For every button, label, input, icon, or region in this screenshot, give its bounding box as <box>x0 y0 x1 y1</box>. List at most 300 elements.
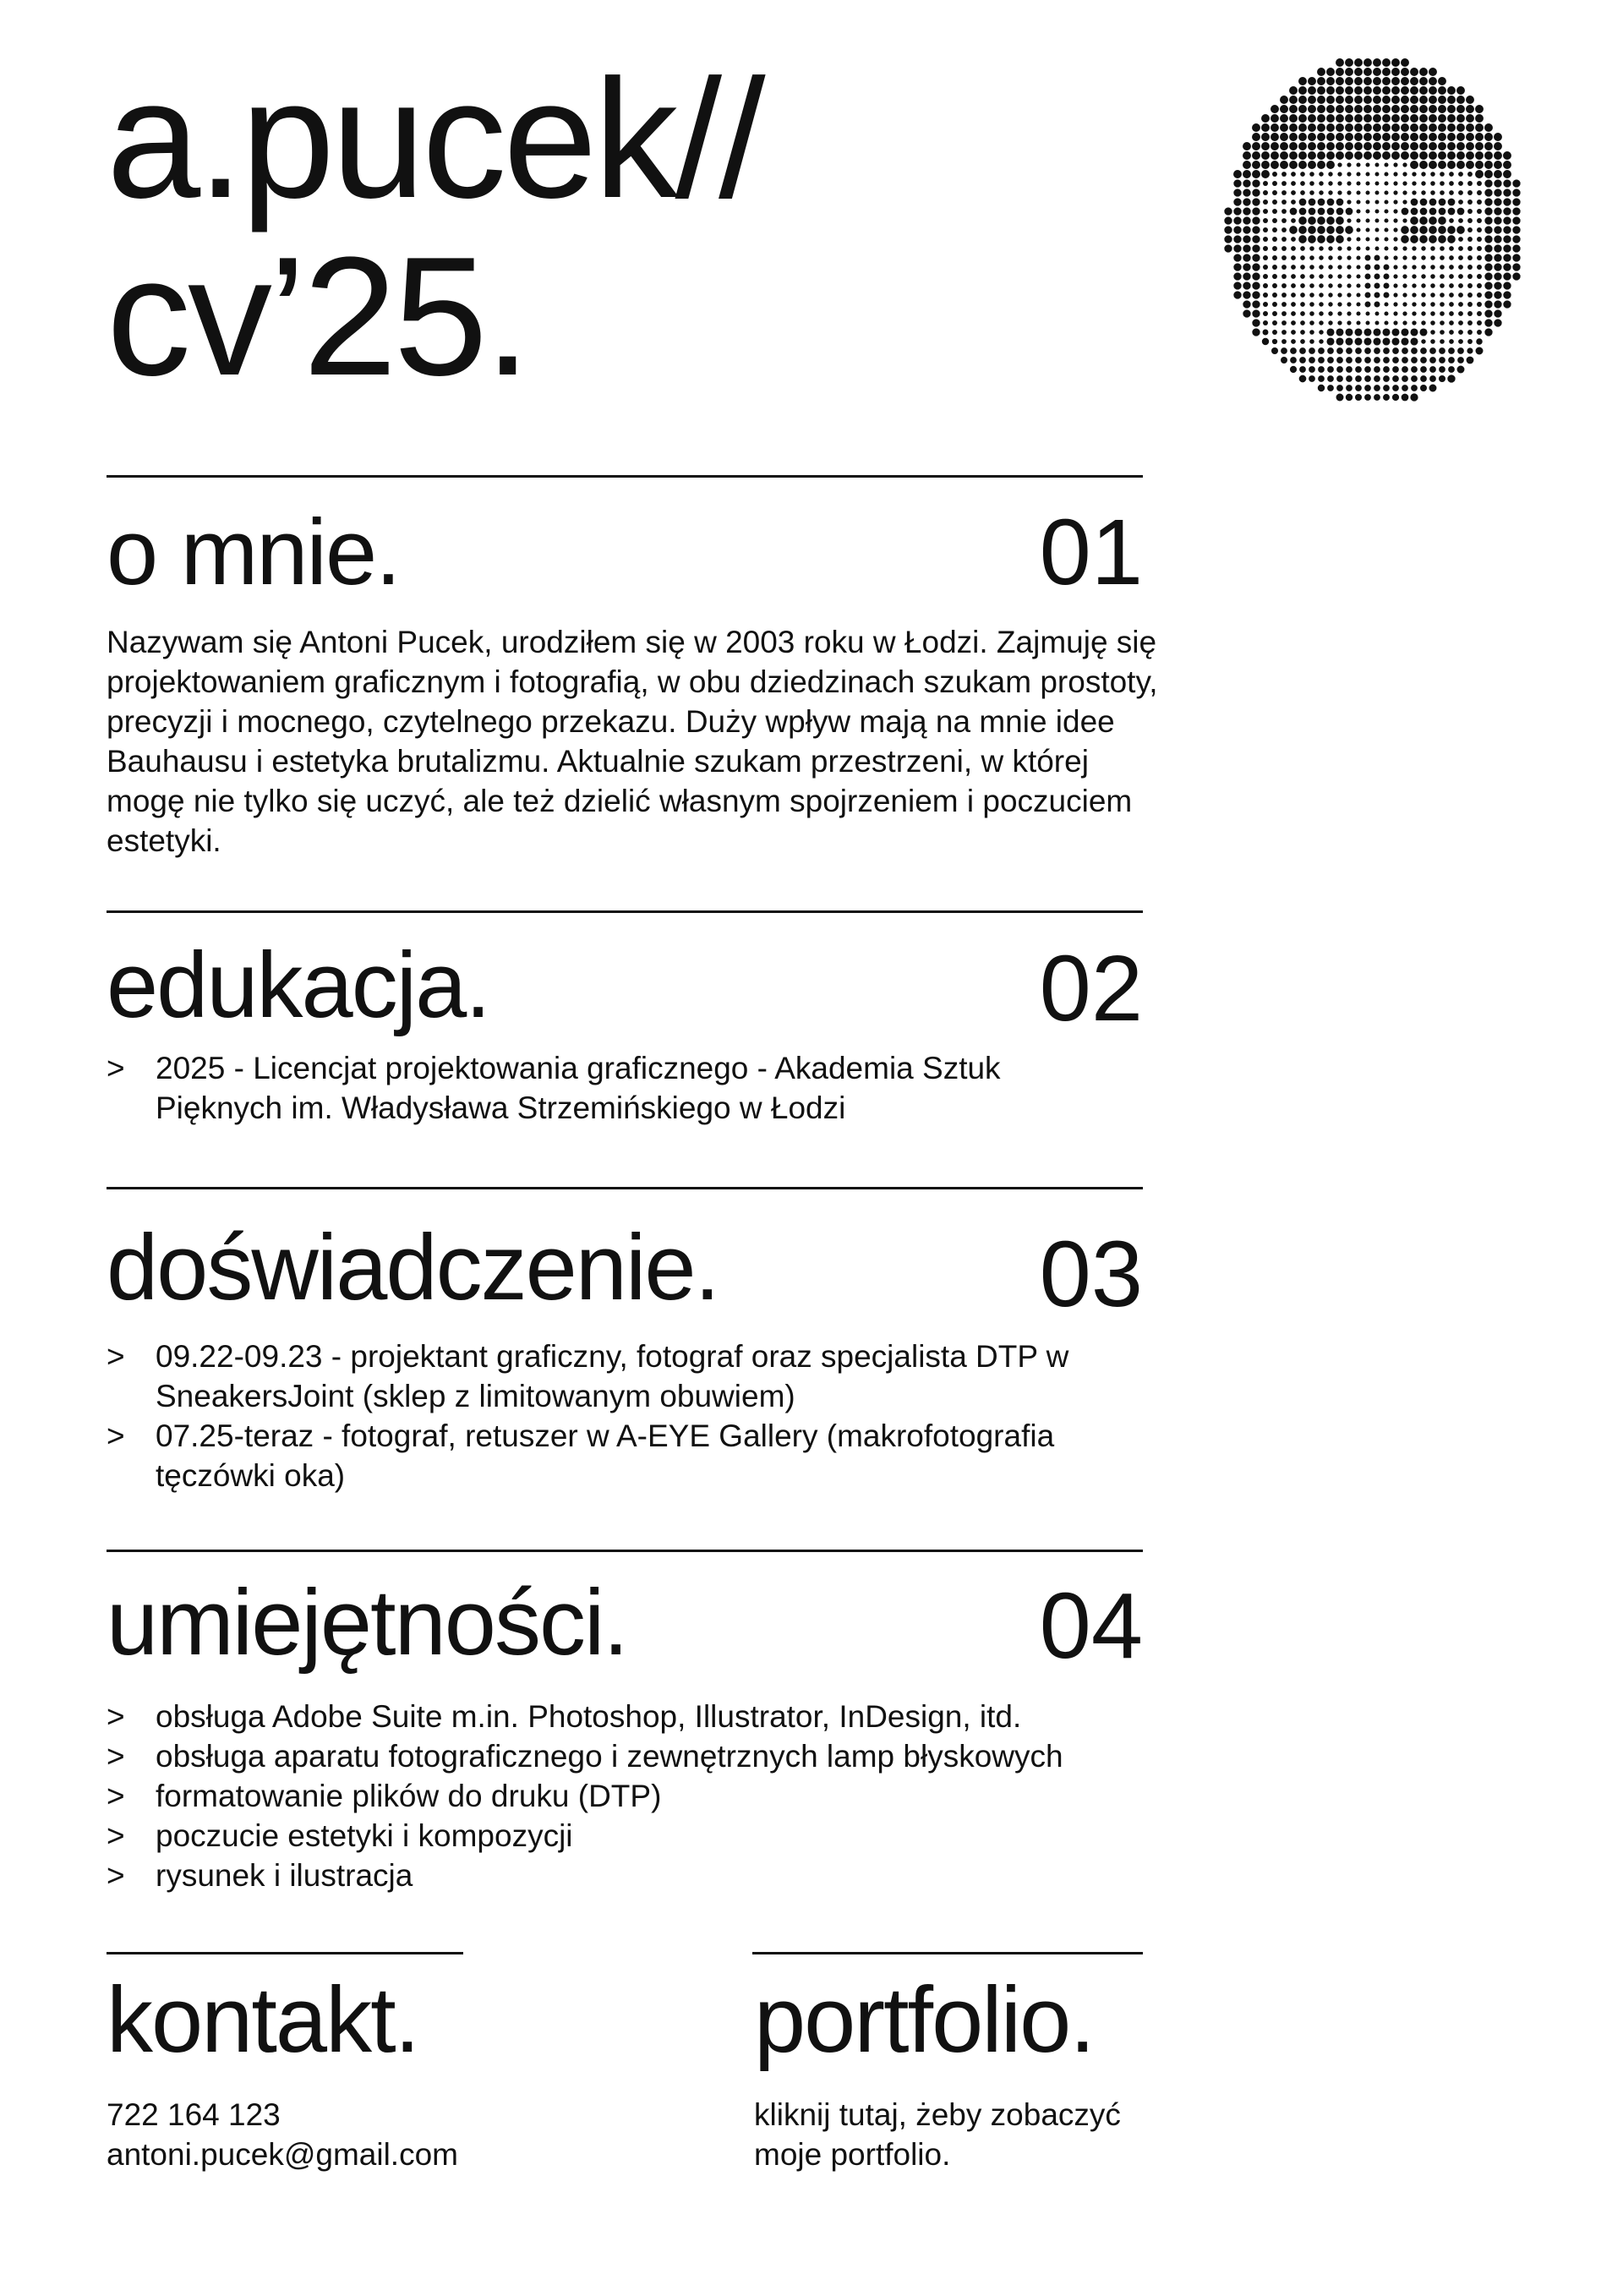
halftone-dot <box>1503 207 1511 215</box>
halftone-dot <box>1512 226 1520 233</box>
halftone-dot <box>1477 237 1482 242</box>
halftone-dot <box>1346 366 1352 373</box>
halftone-dot <box>1484 328 1492 336</box>
halftone-dot <box>1309 208 1316 216</box>
halftone-dot <box>1337 172 1342 176</box>
halftone-dot <box>1412 283 1416 287</box>
halftone-dot <box>1317 216 1325 225</box>
halftone-dot <box>1281 302 1287 307</box>
halftone-dot <box>1410 328 1418 336</box>
halftone-dot <box>1503 189 1511 196</box>
halftone-dot <box>1484 142 1493 150</box>
halftone-dot <box>1429 347 1436 354</box>
halftone-dot <box>1356 274 1360 278</box>
halftone-dot <box>1375 210 1380 214</box>
halftone-dot <box>1494 198 1501 205</box>
halftone-dot <box>1309 347 1315 354</box>
halftone-dot <box>1336 375 1343 382</box>
halftone-dot <box>1252 300 1260 308</box>
halftone-dot <box>1317 133 1325 141</box>
halftone-dot <box>1346 394 1352 401</box>
halftone-dot <box>1319 302 1323 306</box>
halftone-dot <box>1438 105 1446 113</box>
halftone-dot <box>1263 330 1269 336</box>
halftone-dot <box>1363 337 1371 345</box>
halftone-dot <box>1374 254 1380 260</box>
halftone-dot <box>1263 311 1268 316</box>
halftone-dot <box>1243 170 1251 178</box>
halftone-dot <box>1328 274 1332 278</box>
halftone-dot <box>1308 235 1316 243</box>
halftone-dot <box>1393 162 1397 167</box>
halftone-dot <box>1420 347 1427 354</box>
halftone-dot <box>1392 357 1399 364</box>
halftone-dot <box>1309 283 1314 288</box>
halftone-dot <box>1346 385 1352 391</box>
halftone-dot <box>1326 114 1335 123</box>
halftone-dot <box>1337 190 1342 194</box>
halftone-dot <box>1419 96 1428 104</box>
halftone-dot <box>1354 151 1363 160</box>
halftone-dot <box>1291 218 1296 223</box>
halftone-dot <box>1438 86 1446 95</box>
halftone-dot <box>1466 151 1474 160</box>
halftone-dot <box>1429 161 1437 169</box>
halftone-dot <box>1402 357 1408 364</box>
halftone-dot <box>1299 199 1307 206</box>
halftone-dot <box>1410 161 1418 169</box>
halftone-dot <box>1494 151 1502 160</box>
halftone-dot <box>1308 77 1316 85</box>
halftone-dot <box>1224 216 1232 224</box>
halftone-dot <box>1393 218 1397 222</box>
halftone-dot <box>1494 309 1501 317</box>
halftone-dot <box>1383 357 1390 364</box>
halftone-dot <box>1383 375 1390 382</box>
halftone-dot <box>1421 274 1425 278</box>
contact-email[interactable]: antoni.pucek@gmail.com <box>107 2137 458 2172</box>
halftone-dot <box>1300 302 1305 307</box>
halftone-dot <box>1411 199 1418 206</box>
halftone-dot <box>1366 200 1370 205</box>
halftone-dot <box>1458 181 1463 186</box>
halftone-dot <box>1291 181 1296 186</box>
halftone-dot <box>1467 209 1473 214</box>
halftone-dot <box>1233 226 1241 233</box>
halftone-dot <box>1291 246 1296 251</box>
halftone-dot <box>1402 265 1407 269</box>
halftone-dot <box>1484 263 1492 271</box>
bullet-chevron-icon: > <box>107 1051 125 1085</box>
education-list <box>107 1048 1112 1128</box>
halftone-dot <box>1382 86 1391 95</box>
halftone-dot <box>1300 190 1305 195</box>
halftone-dot <box>1319 255 1323 260</box>
halftone-dot <box>1373 68 1381 76</box>
halftone-dot <box>1328 246 1332 250</box>
halftone-dot <box>1363 58 1372 67</box>
halftone-dot <box>1355 347 1362 354</box>
halftone-dot <box>1308 123 1316 132</box>
halftone-dot <box>1421 311 1425 315</box>
list-item <box>107 1697 1172 1736</box>
halftone-dot <box>1391 123 1400 132</box>
halftone-dot <box>1309 311 1314 316</box>
halftone-dot <box>1327 375 1334 382</box>
halftone-dot <box>1467 330 1473 335</box>
halftone-dot <box>1281 274 1287 279</box>
halftone-dot <box>1456 133 1465 141</box>
bullet-chevron-icon: > <box>107 1699 125 1734</box>
halftone-dot <box>1440 311 1445 316</box>
skill-item: formatowanie plików do druku (DTP) <box>156 1779 662 1813</box>
halftone-dot <box>1224 235 1232 243</box>
halftone-dot <box>1243 291 1250 298</box>
halftone-dot <box>1373 337 1380 345</box>
halftone-dot <box>1328 283 1332 287</box>
halftone-dot <box>1308 216 1316 225</box>
halftone-dot <box>1503 291 1511 298</box>
halftone-dot <box>1263 237 1268 242</box>
halftone-dot <box>1429 133 1437 141</box>
halftone-dot <box>1281 255 1287 260</box>
halftone-dot <box>1263 246 1268 251</box>
halftone-dot <box>1224 207 1232 215</box>
halftone-dot <box>1263 218 1268 223</box>
halftone-dot <box>1300 330 1305 335</box>
halftone-dot <box>1477 320 1482 325</box>
halftone-dot <box>1412 320 1416 325</box>
halftone-dot <box>1328 181 1332 185</box>
about-text: Nazywam się Antoni Pucek, urodziłem się w 2003 roku w Łodzi. Zajmuję się projektowaniem graficznym i fotografią, w obu dziedzinach szukam prostoty, precyzji i mocnego, czytelnego przekazu. Duży wpływ mają na mnie idee Bauhausu i estetyka brutalizmu. Aktualnie szukam przestrzeni, w której mogę nie tylko się uczyć, ale też dzielić własnym spojrzeniem i poczuciem estetyki. <box>107 625 1158 858</box>
halftone-dot <box>1252 123 1260 132</box>
halftone-dot <box>1484 309 1492 317</box>
halftone-dot <box>1412 246 1416 250</box>
halftone-dot <box>1243 309 1250 317</box>
halftone-dot <box>1319 246 1323 250</box>
halftone-dot <box>1263 209 1268 214</box>
skill-item: obsługa aparatu fotograficznego i zewnętrznych lamp błyskowych <box>156 1739 1063 1774</box>
halftone-dot <box>1438 161 1446 169</box>
halftone-dot <box>1421 255 1425 260</box>
halftone-dot <box>1410 123 1418 132</box>
halftone-dot <box>1233 272 1241 280</box>
halftone-dot <box>1363 151 1372 160</box>
halftone-dot <box>1317 114 1325 123</box>
halftone-dot <box>1429 199 1437 206</box>
halftone-dot <box>1347 181 1351 185</box>
halftone-dot <box>1401 96 1409 104</box>
halftone-dot <box>1484 198 1492 205</box>
halftone-dot <box>1300 265 1305 270</box>
halftone-dot <box>1373 151 1381 160</box>
halftone-dot <box>1456 142 1465 150</box>
halftone-dot <box>1363 105 1372 113</box>
halftone-dot <box>1458 311 1463 316</box>
list-item <box>107 1736 1172 1776</box>
halftone-dot <box>1347 302 1351 306</box>
halftone-dot <box>1252 254 1260 261</box>
halftone-dot <box>1363 96 1372 104</box>
halftone-dot <box>1319 330 1323 334</box>
halftone-dot <box>1308 142 1316 150</box>
halftone-dot <box>1243 226 1250 233</box>
halftone-dot <box>1318 357 1325 364</box>
halftone-dot <box>1402 246 1407 250</box>
halftone-dot <box>1299 375 1307 383</box>
halftone-dot <box>1447 161 1456 169</box>
halftone-dot <box>1503 198 1511 205</box>
halftone-dot <box>1466 114 1474 123</box>
halftone-dot <box>1477 246 1482 251</box>
halftone-dot <box>1503 282 1511 289</box>
title-line-1: a.pucek// <box>107 45 762 233</box>
halftone-dot <box>1298 226 1307 234</box>
halftone-dot <box>1263 320 1268 325</box>
halftone-dot <box>1345 86 1353 95</box>
halftone-dot <box>1272 274 1277 279</box>
halftone-dot <box>1355 394 1362 401</box>
halftone-dot <box>1438 123 1446 132</box>
halftone-dot <box>1363 77 1372 85</box>
halftone-dot <box>1354 133 1363 141</box>
halftone-dot <box>1477 330 1482 335</box>
halftone-dot <box>1494 142 1502 150</box>
halftone-dot <box>1420 385 1427 391</box>
halftone-dot <box>1484 235 1492 243</box>
halftone-dot <box>1383 282 1389 288</box>
halftone-dot <box>1383 385 1390 391</box>
halftone-dot <box>1328 172 1332 176</box>
halftone-dot <box>1466 105 1474 113</box>
halftone-dot <box>1402 200 1407 204</box>
halftone-dot <box>1326 86 1335 95</box>
halftone-dot <box>1289 96 1298 104</box>
halftone-dot <box>1252 291 1260 298</box>
halftone-dot <box>1262 338 1269 345</box>
halftone-dot <box>1447 96 1456 104</box>
halftone-dot <box>1484 300 1492 308</box>
halftone-dot <box>1384 181 1388 185</box>
halftone-dot <box>1503 161 1511 169</box>
halftone-dot <box>1373 123 1381 132</box>
halftone-dot <box>1440 339 1445 344</box>
halftone-dot <box>1336 105 1344 113</box>
halftone-dot <box>1317 77 1325 85</box>
list-item <box>107 1816 1172 1856</box>
halftone-dot <box>1347 292 1351 297</box>
halftone-dot <box>1401 68 1409 76</box>
halftone-dot <box>1503 272 1511 280</box>
halftone-dot <box>1411 347 1418 354</box>
halftone-dot <box>1281 172 1287 177</box>
halftone-dot <box>1308 114 1316 123</box>
halftone-dot <box>1440 181 1445 186</box>
halftone-dot <box>1449 265 1454 270</box>
halftone-dot <box>1336 114 1344 123</box>
halftone-dot <box>1318 347 1325 354</box>
halftone-dot <box>1382 133 1391 141</box>
halftone-dot <box>1356 292 1360 297</box>
halftone-dot <box>1402 292 1407 297</box>
halftone-dot <box>1456 123 1465 132</box>
halftone-dot <box>1337 265 1342 269</box>
halftone-dot <box>1272 311 1277 316</box>
halftone-dot <box>1503 179 1511 187</box>
halftone-dot <box>1440 330 1445 335</box>
halftone-dot <box>1421 246 1425 250</box>
halftone-dot <box>1326 151 1335 160</box>
halftone-dot <box>1336 142 1344 150</box>
halftone-dot <box>1300 255 1305 260</box>
halftone-dot <box>1298 142 1307 150</box>
halftone-dot <box>1401 123 1409 132</box>
halftone-dot <box>1447 142 1456 150</box>
halftone-dot <box>1458 339 1463 344</box>
halftone-dot <box>1327 199 1335 206</box>
halftone-dot <box>1429 105 1437 113</box>
halftone-dot <box>1233 170 1242 178</box>
halftone-dot <box>1309 320 1314 325</box>
halftone-dot <box>1475 123 1484 132</box>
halftone-dot <box>1326 328 1334 336</box>
halftone-dot <box>1336 58 1344 67</box>
halftone-dot <box>1449 255 1454 260</box>
contact-phone[interactable]: 722 164 123 <box>107 2097 281 2132</box>
halftone-dot <box>1309 265 1314 270</box>
halftone-dot <box>1291 237 1296 242</box>
halftone-dot <box>1364 264 1370 270</box>
halftone-dot <box>1263 181 1268 186</box>
halftone-dot <box>1466 142 1474 150</box>
skills-list <box>107 1697 1172 1895</box>
halftone-dot <box>1374 366 1380 373</box>
halftone-dot <box>1291 339 1296 344</box>
halftone-dot <box>1300 311 1305 316</box>
halftone-dot <box>1512 235 1520 243</box>
halftone-dot <box>1467 255 1473 260</box>
halftone-dot <box>1412 311 1416 315</box>
halftone-dot <box>1326 77 1335 85</box>
halftone-dot <box>1494 254 1501 261</box>
halftone-dot <box>1410 96 1418 104</box>
halftone-dot <box>1439 375 1445 382</box>
halftone-dot <box>1309 357 1315 364</box>
halftone-dot <box>1438 226 1446 234</box>
halftone-dot <box>1411 385 1418 391</box>
halftone-dot <box>1373 86 1381 95</box>
halftone-dot <box>1336 347 1343 354</box>
halftone-dot <box>1410 216 1418 225</box>
halftone-dot <box>1319 283 1323 287</box>
halftone-dot <box>1375 228 1380 232</box>
halftone-dot <box>1373 96 1381 104</box>
halftone-dot <box>1280 96 1288 104</box>
halftone-dot <box>1447 123 1456 132</box>
halftone-dot <box>1347 218 1351 222</box>
halftone-dot <box>1336 226 1344 234</box>
halftone-dot <box>1263 292 1268 298</box>
halftone-dot <box>1252 179 1260 187</box>
halftone-dot <box>1252 319 1260 326</box>
halftone-dot <box>1328 320 1332 325</box>
halftone-dot <box>1438 235 1446 243</box>
halftone-dot <box>1280 161 1288 169</box>
halftone-dot <box>1243 161 1251 169</box>
halftone-dot <box>1337 162 1342 167</box>
portfolio-link[interactable] <box>754 2095 1151 2174</box>
halftone-dot <box>1271 347 1278 354</box>
halftone-dot <box>1467 200 1473 205</box>
halftone-dot <box>1280 114 1288 123</box>
halftone-dot <box>1233 198 1241 205</box>
halftone-dot <box>1272 302 1277 307</box>
halftone-dot <box>1456 114 1465 123</box>
halftone-dot <box>1347 311 1351 315</box>
halftone-dot <box>1309 246 1314 251</box>
halftone-dot <box>1300 274 1305 279</box>
halftone-dot <box>1355 366 1362 373</box>
halftone-dot <box>1337 292 1342 297</box>
halftone-dot <box>1429 208 1437 216</box>
halftone-dot <box>1309 190 1314 195</box>
halftone-dot <box>1484 319 1492 326</box>
halftone-dot <box>1430 172 1435 177</box>
halftone-dot <box>1382 337 1390 345</box>
halftone-dot <box>1512 189 1520 196</box>
halftone-dot <box>1458 320 1463 325</box>
halftone-dot <box>1261 114 1270 123</box>
section-number-skills: 04 <box>1039 1574 1143 1678</box>
halftone-dot <box>1289 226 1298 234</box>
divider <box>107 910 1143 913</box>
halftone-dot <box>1411 357 1418 364</box>
halftone-dot <box>1243 300 1250 308</box>
halftone-dot <box>1382 58 1391 67</box>
halftone-dot <box>1326 226 1335 234</box>
halftone-dot <box>1467 292 1473 298</box>
halftone-dot <box>1356 162 1360 167</box>
halftone-dot <box>1440 265 1445 270</box>
halftone-dot <box>1263 255 1268 260</box>
halftone-dot <box>1308 86 1316 95</box>
halftone-dot <box>1392 366 1399 373</box>
experience-list <box>107 1337 1163 1495</box>
halftone-dot <box>1252 328 1260 336</box>
halftone-dot <box>1421 190 1425 194</box>
halftone-dot <box>1328 302 1332 306</box>
halftone-dot <box>1363 328 1371 336</box>
halftone-dot <box>1447 86 1456 95</box>
halftone-dot <box>1494 161 1502 169</box>
halftone-dot <box>1475 151 1484 160</box>
halftone-dot <box>1336 96 1344 104</box>
halftone-dot <box>1392 375 1399 382</box>
halftone-dot <box>1421 172 1425 176</box>
halftone-dot <box>1345 105 1353 113</box>
halftone-dot <box>1410 133 1418 141</box>
halftone-dot <box>1484 254 1492 261</box>
halftone-dot <box>1327 347 1334 354</box>
halftone-dot <box>1391 114 1400 123</box>
divider <box>752 1952 1143 1954</box>
halftone-dot <box>1346 208 1353 216</box>
halftone-dot <box>1430 339 1435 344</box>
halftone-dot <box>1484 133 1493 141</box>
halftone-dot <box>1364 254 1370 260</box>
halftone-dot <box>1383 264 1389 270</box>
halftone-dot <box>1308 105 1316 113</box>
